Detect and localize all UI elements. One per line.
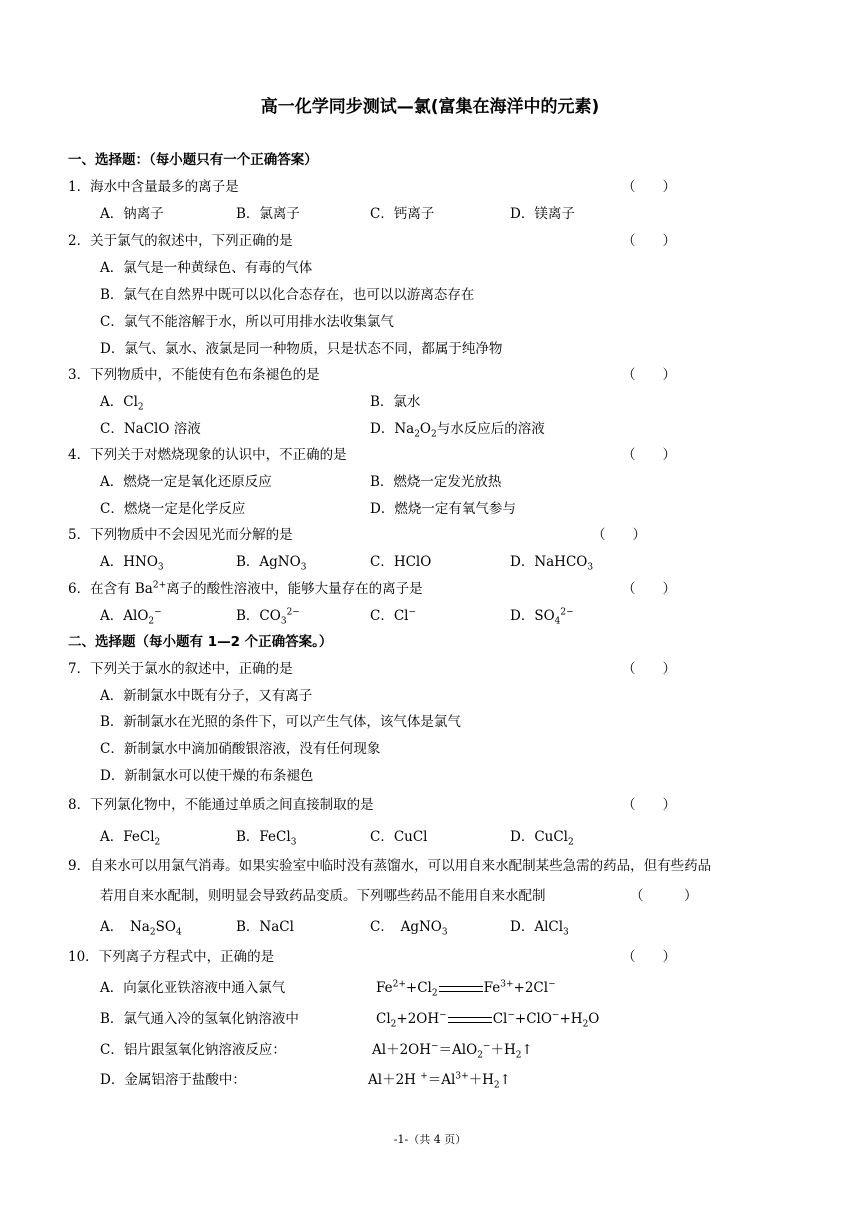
q5-option-c: C．HClO: [370, 554, 432, 570]
q10-option-a: A．向氯化亚铁溶液中通入氯气: [100, 980, 286, 996]
q2-option-d: D．氯气、氯水、液氯是同一种物质，只是状态不同，都属于纯净物: [100, 341, 503, 357]
q6-option-b: B．$CO_3^{2-}$: [236, 607, 300, 627]
question-5-stem: 5．下列物质中不会因见光而分解的是: [68, 527, 293, 543]
q10-equation-b: $Cl_2+2OH^-$ $Cl^-+ClO^-+H_2O$: [376, 1010, 600, 1030]
q9-option-c: C． AgNO$_3$: [370, 919, 448, 938]
question-6-stem: 6．在含有 $Ba^{2+}$离子的酸性溶液中，能够大量存在的离子是: [68, 580, 423, 597]
answer-blank-3: （ ）: [622, 367, 676, 383]
q3-option-b: B．氯水: [370, 394, 421, 410]
page-footer: -1-（共 4 页）: [393, 1133, 467, 1146]
q4-option-c: C．燃烧一定是化学反应: [100, 501, 246, 517]
q10-option-d: D．金属铝溶于盐酸中：: [100, 1072, 246, 1088]
q10-option-b: B．氯气通入冷的氢氧化钠溶液中: [100, 1011, 299, 1027]
q7-option-d: D．新制氯水可以使干燥的布条褪色: [100, 768, 314, 784]
q6-option-d: D．$SO_4^{2-}$: [510, 607, 574, 627]
q7-option-a: A．新制氯水中既有分子，又有离子: [100, 688, 313, 704]
q3-option-a: A．$Cl_2$: [100, 394, 144, 413]
q5-option-b: B．AgNO$_3$: [236, 554, 307, 573]
q7-option-c: C．新制氯水中滴加硝酸银溶液，没有任何现象: [100, 741, 381, 757]
q3-option-c: C．NaClO 溶液: [100, 421, 201, 437]
q10-equation-d: Al＋2H $^+=Al^{3+}+H_2↑$: [368, 1071, 511, 1091]
q8-option-c: C．CuCl: [370, 829, 428, 845]
answer-blank-2: （ ）: [622, 233, 676, 249]
question-3-stem: 3．下列物质中，不能使有色布条褪色的是: [68, 367, 320, 383]
q1-option-b: B．氯离子: [236, 206, 300, 222]
question-1-stem: 1．海水中含量最多的离子是: [68, 179, 239, 195]
answer-blank-8: （ ）: [622, 797, 676, 813]
question-4-stem: 4．下列关于对燃烧现象的认识中，不正确的是: [68, 447, 347, 463]
q9-option-a: A． $Na_2SO_4$: [100, 919, 182, 938]
question-8-stem: 8．下列氯化物中，不能通过单质之间直接制取的是: [68, 797, 374, 813]
answer-blank-1: （ ）: [622, 179, 676, 195]
question-2-stem: 2．关于氯气的叙述中，下列正确的是: [68, 233, 293, 249]
q7-option-b: B．新制氯水在光照的条件下，可以产生气体，该气体是氯气: [100, 714, 461, 730]
q8-option-d: D．CuCl$_2$: [510, 829, 574, 848]
q4-option-a: A．燃烧一定是氧化还原反应: [100, 474, 272, 490]
q1-option-c: C．钙离子: [370, 206, 435, 222]
answer-blank-6: （ ）: [622, 581, 676, 597]
section-heading-1: 一、选择题：（每小题只有一个正确答案）: [68, 152, 318, 168]
q4-option-b: B．燃烧一定发光放热: [370, 474, 502, 490]
q6-option-c: C．Cl−: [370, 607, 417, 624]
page-title: 高一化学同步测试—氯(富集在海洋中的元素): [260, 97, 600, 117]
answer-blank-4: （ ）: [622, 447, 676, 463]
q2-option-a: A．氯气是一种黄绿色、有毒的气体: [100, 260, 313, 276]
question-7-stem: 7．下列关于氯水的叙述中，正确的是: [68, 661, 293, 677]
q5-option-a: A．$HNO_3$: [100, 554, 164, 573]
q5-option-d: D．NaHCO$_3$: [510, 554, 594, 573]
answer-blank-5: （ ）: [592, 527, 646, 543]
answer-blank-10: （ ）: [622, 949, 676, 965]
question-9-stem-line-1: 9．自来水可以用氯气消毒。如果实验室中临时没有蒸馏水，可以用自来水配制某些急需的药品，但有些药品: [68, 858, 712, 874]
q10-equation-c: $Al+2OH^-=AlO_2^-+H_2↑$: [372, 1041, 533, 1061]
q10-equation-a: $Fe^{2+}+Cl_2$ $Fe^{3+}+2Cl^-$: [376, 979, 556, 999]
q1-option-d: D．镁离子: [510, 206, 575, 222]
question-10-stem: 10．下列离子方程式中，正确的是: [68, 949, 275, 965]
q3-option-d: D．$Na_2O_2$与水反应后的溶液: [370, 421, 545, 440]
q4-option-d: D．燃烧一定有氧气参与: [370, 501, 516, 517]
question-9-stem-line-2: 若用自来水配制，则明显会导致药品变质。下列哪些药品不能用自来水配制: [100, 888, 546, 904]
q9-option-d: D．AlCl$_3$: [510, 919, 569, 938]
q10-option-c: C．铝片跟氢氧化钠溶液反应：: [100, 1042, 286, 1058]
section-heading-2: 二、选择题（每小题有 1—2 个正确答案。）: [68, 634, 333, 650]
q1-option-a: A．钠离子: [100, 206, 164, 222]
q6-option-a: A．AlO$_2$−: [100, 607, 162, 627]
q2-option-c: C．氯气不能溶解于水，所以可用排水法收集氯气: [100, 314, 394, 330]
q2-option-b: B．氯气在自然界中既可以以化合态存在，也可以以游离态存在: [100, 287, 475, 303]
q8-option-a: A．FeCl$_2$: [100, 829, 161, 848]
answer-blank-9: （ ）: [630, 888, 698, 904]
q9-option-b: B．NaCl: [236, 919, 294, 935]
answer-blank-7: （ ）: [622, 661, 676, 677]
q8-option-b: B．FeCl$_3$: [236, 829, 297, 848]
